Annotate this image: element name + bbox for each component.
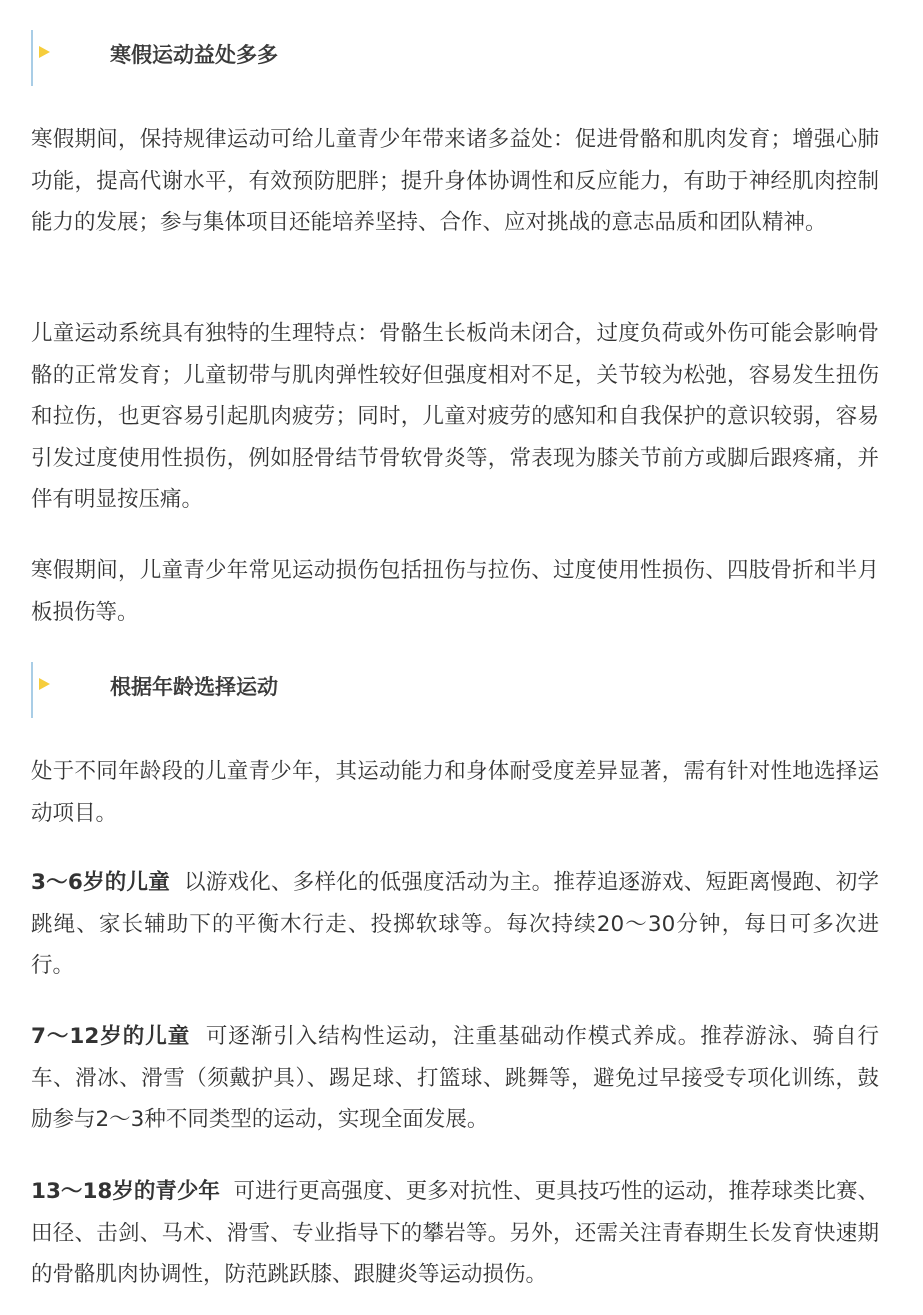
age-group-paragraph bbox=[31, 862, 879, 987]
age-group-text: 可逐渐引入结构性运动，注重基础动作模式养成。推荐游泳、骑自行车、滑冰、滑雪（须戴护具）、踢足球、打篮球、跳舞等，避免过早接受专项化训练，鼓励参与2～3种不同类型的运动，实现全面发展。 bbox=[31, 1024, 879, 1132]
age-group-lead: 7～12岁的儿童 bbox=[31, 1024, 191, 1049]
paragraph: 寒假期间，保持规律运动可给儿童青少年带来诸多益处：促进骨骼和肌肉发育；增强心肺功能，提高代谢水平，有效预防肥胖；提升身体协调性和反应能力，有助于神经肌肉控制能力的发展；参与集体项目还能培养坚持、合作、应对挑战的意志品质和团队精神。 bbox=[31, 127, 879, 235]
age-group-text: 可进行更高强度、更多对抗性、更具技巧性的运动，推荐球类比赛、田径、击剑、马术、滑雪、专业指导下的攀岩等。另外，还需关注青春期生长发育快速期的骨骼肌肉协调性，防范跳跃膝、跟腱炎等运动损伤。 bbox=[31, 1179, 879, 1287]
paragraph: 寒假期间，儿童青少年常见运动损伤包括扭伤与拉伤、过度使用性损伤、四肢骨折和半月板损伤等。 bbox=[31, 558, 879, 625]
triangle-right-icon bbox=[39, 46, 50, 58]
age-group-text: 以游戏化、多样化的低强度活动为主。推荐追逐游戏、短距离慢跑、初学跳绳、家长辅助下的平衡木行走、投掷软球等。每次持续20～30分钟，每日可多次进行。 bbox=[31, 870, 880, 978]
age-group-paragraph bbox=[31, 1171, 879, 1296]
section-heading-benefits bbox=[31, 30, 881, 86]
section-title: 寒假运动益处多多 bbox=[110, 43, 278, 67]
age-group-paragraph bbox=[31, 1016, 879, 1141]
age-group-lead: 13～18岁的青少年 bbox=[31, 1179, 220, 1204]
section-heading-age bbox=[31, 662, 881, 718]
age-group-lead: 3～6岁的儿童 bbox=[31, 870, 170, 895]
section-title: 根据年龄选择运动 bbox=[110, 675, 278, 699]
paragraph: 处于不同年龄段的儿童青少年，其运动能力和身体耐受度差异显著，需有针对性地选择运动项目。 bbox=[31, 759, 879, 826]
triangle-right-icon bbox=[39, 678, 50, 690]
paragraph: 儿童运动系统具有独特的生理特点：骨骼生长板尚未闭合，过度负荷或外伤可能会影响骨骼的正常发育；儿童韧带与肌肉弹性较好但强度相对不足，关节较为松弛，容易发生扭伤和拉伤，也更容易引起肌肉疲劳；同时，儿童对疲劳的感知和自我保护的意识较弱，容易引发过度使用性损伤，例如胫骨结节骨软骨炎等，常表现为膝关节前方或脚后跟疼痛，并伴有明显按压痛。 bbox=[31, 321, 879, 512]
